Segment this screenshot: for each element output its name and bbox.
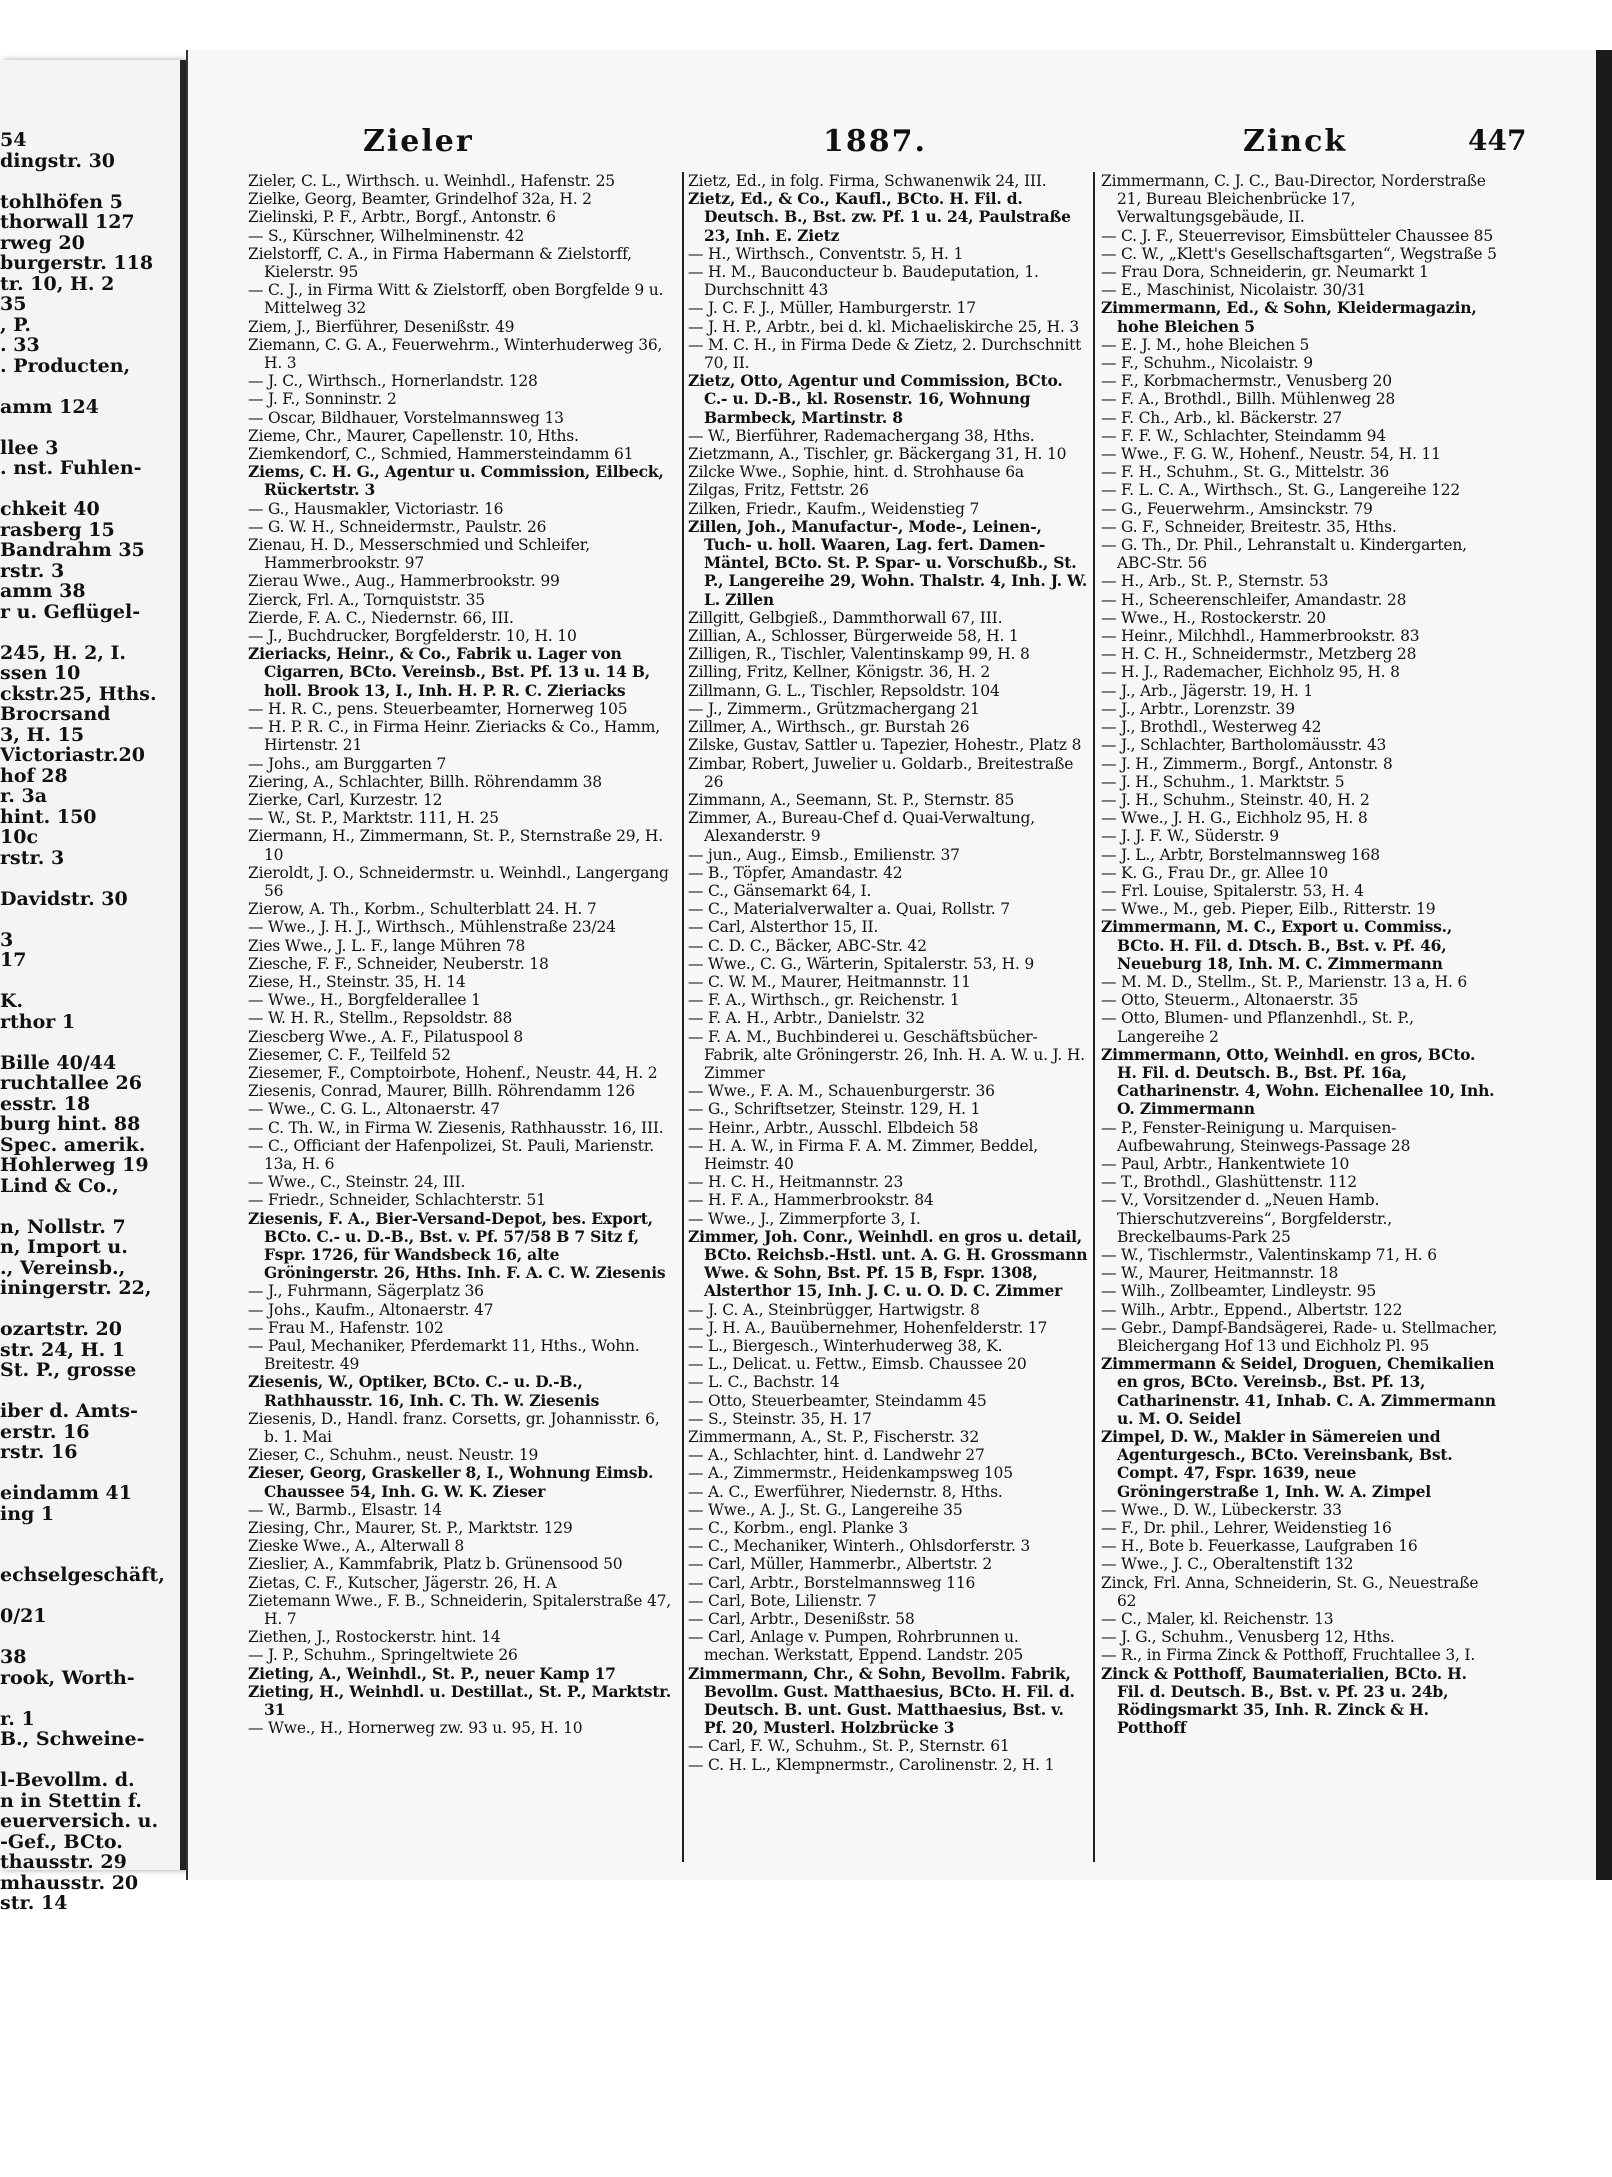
left-page-text-fragment: ozartstr. 20: [0, 1318, 122, 1340]
directory-entry: — Carl, Bote, Lilienstr. 7: [688, 1591, 877, 1610]
left-page-text-fragment: n, Nollstr. 7: [0, 1215, 126, 1238]
directory-entry: — Frau Dora, Schneiderin, gr. Neumarkt 1: [1101, 263, 1429, 282]
directory-entry: Zies Wwe., J. L. F., lange Mühren 78: [248, 936, 526, 955]
left-page-text-fragment: , P.: [0, 313, 31, 336]
directory-entry: Zilgas, Fritz, Fettstr. 26: [688, 481, 869, 500]
left-page-text-fragment: 3, H. 15: [0, 723, 85, 746]
directory-entry: Zietemann Wwe., F. B., Schneiderin, Spitalerstraße 47, H. 7: [248, 1591, 671, 1629]
left-page-text-fragment: ruchtallee 26: [0, 1072, 142, 1094]
left-page-text-fragment: echselgeschäft,: [0, 1564, 165, 1586]
directory-entry: Zieting, A., Weinhdl., St. P., neuer Kamp 17: [248, 1663, 616, 1683]
left-page-text-fragment: Bille 40/44: [0, 1051, 117, 1074]
directory-entry: — Carl, Alsterthor 15, II.: [688, 918, 879, 937]
directory-entry: Ziem, J., Bierführer, Desenißstr. 49: [248, 317, 515, 336]
directory-entry: Zierow, A. Th., Korbm., Schulterblatt 24. H. 7: [248, 900, 597, 919]
directory-entry: — W., Tischlermstr., Valentinskamp 71, H. 6: [1101, 1245, 1437, 1264]
directory-entry: — Johs., am Burggarten 7: [248, 754, 447, 773]
directory-entry: — Wwe., A. J., St. G., Langereihe 35: [688, 1500, 963, 1519]
directory-entry: Zillgitt, Gelbgieß., Dammthorwall 67, III.: [688, 608, 1003, 627]
directory-entry: — Oscar, Bildhauer, Vorstelmannsweg 13: [248, 408, 564, 427]
left-page-text-fragment: 10c: [0, 826, 39, 848]
directory-entry: Zimbar, Robert, Juwelier u. Goldarb., Breitestraße 26: [688, 754, 1074, 791]
directory-entry: — Wwe., H., Borgfelderallee 1: [248, 991, 481, 1010]
left-page-text-fragment: r. 1: [0, 1707, 35, 1730]
directory-entry: — Wilh., Arbtr., Eppend., Albertstr. 122: [1101, 1300, 1403, 1319]
left-page-text-fragment: ., Vereinsb.,: [0, 1256, 126, 1279]
left-page-text-fragment: euerversich. u.: [0, 1810, 159, 1832]
directory-entry: — Wwe., H., Hornerweg zw. 93 u. 95, H. 10: [248, 1719, 583, 1738]
directory-entry: — Johs., Kaufm., Altonaerstr. 47: [248, 1300, 494, 1319]
directory-page: [186, 50, 1612, 1880]
left-page-text-fragment: esstr. 18: [0, 1092, 91, 1115]
directory-entry: — J. H. A., Bauübernehmer, Hohenfelderstr. 17: [688, 1318, 1048, 1337]
directory-entry: Zieriacks, Heinr., & Co., Fabrik u. Lager von Cigarren, BCto. Vereinsb., Bst. Pf. 13 u. 14 B, holl. Brook 13, I., Inh. H. P. R. C. Zieriacks: [248, 644, 650, 700]
directory-entry: — V., Vorsitzender d. „Neuen Hamb. Thierschutzvereins“, Borgfelderstr., Breckelbaums-Park 25: [1101, 1191, 1393, 1246]
directory-entry: — E. J. M., hohe Bleichen 5: [1101, 335, 1310, 354]
directory-entry: Zielinski, P. F., Arbtr., Borgf., Antonstr. 6: [248, 208, 556, 227]
directory-entry: Ziemann, C. G. A., Feuerwehrm., Winterhuderweg 36, H. 3: [248, 335, 663, 373]
directory-entry: — J. C. F. J., Müller, Hamburgerstr. 17: [688, 299, 976, 318]
column-divider: [1093, 172, 1095, 1862]
directory-entry: Zielke, Georg, Beamter, Grindelhof 32a, H. 2: [248, 190, 592, 209]
directory-entry: Zillen, Joh., Manufactur-, Mode-, Leinen-, Tuch- u. holl. Waaren, Lag. fert. Damen-Mäntel, BCto. St. P. Spar- u. Vorschußb., St. P., Langereihe 29, Wohn. Thalstr. 4, Inh. J. W. L. Zillen: [688, 516, 1088, 609]
directory-entry: Zieser, C., Schuhm., neust. Neustr. 19: [248, 1446, 539, 1465]
directory-entry: — H., Bote b. Feuerkasse, Laufgraben 16: [1101, 1537, 1418, 1556]
directory-entry: Ziesemer, F., Comptoirbote, Hohenf., Neustr. 44, H. 2: [248, 1063, 658, 1082]
left-page-text-fragment: hof 28: [0, 764, 68, 787]
directory-entry: Ziesenis, Conrad, Maurer, Billh. Röhrendamm 126: [248, 1082, 635, 1101]
left-page-text-fragment: ing 1: [0, 1502, 55, 1525]
directory-entry: — Frl. Louise, Spitalerstr. 53, H. 4: [1101, 881, 1364, 900]
directory-entry: — Wwe., D. W., Lübeckerstr. 33: [1101, 1500, 1342, 1519]
directory-entry: — F., Dr. phil., Lehrer, Weidenstieg 16: [1101, 1519, 1392, 1538]
directory-entry: Zimmermann, A., St. P., Fischerstr. 32: [688, 1428, 979, 1447]
left-page-text-fragment: Hohlerweg 19: [0, 1154, 149, 1176]
directory-entry: — C., Mechaniker, Winterh., Ohlsdorferstr. 3: [688, 1537, 1031, 1556]
directory-entry: Zienau, H. D., Messerschmied und Schleifer, Hammerbrookstr. 97: [248, 536, 590, 573]
directory-entry: Zieslier, A., Kammfabrik, Platz b. Grünensood 50: [248, 1555, 623, 1574]
directory-entry: — H. R. C., pens. Steuerbeamter, Hornerweg 105: [248, 699, 628, 718]
directory-entry: — C., Materialverwalter a. Quai, Rollstr. 7: [688, 900, 1010, 919]
left-facing-page-edge: [0, 60, 186, 1914]
directory-entry: — F. A. M., Buchbinderei u. Geschäftsbücher-Fabrik, alte Gröningerstr. 26, Inh. H. A. W. u. J. H. Zimmer: [688, 1027, 1085, 1082]
directory-entry: — W., St. P., Marktstr. 111, H. 25: [248, 809, 499, 828]
directory-entry: — W., Bierführer, Rademachergang 38, Hths.: [688, 426, 1035, 445]
directory-entry: Zieme, Chr., Maurer, Capellenstr. 10, Hths.: [248, 426, 579, 445]
directory-entry: — F. H., Schuhm., St. G., Mittelstr. 36: [1101, 463, 1390, 482]
directory-entry: — H., Arb., St. P., Sternstr. 53: [1101, 572, 1329, 591]
directory-entry: Zimmermann, Otto, Weinhdl. en gros, BCto. H. Fil. d. Deutsch. B., Bst. Pf. 16a, Catharinenstr. 4, Wohn. Eichenallee 10, Inh. O. Zimmermann: [1101, 1044, 1495, 1119]
directory-entry: — F. Ch., Arb., kl. Bäckerstr. 27: [1101, 408, 1342, 427]
left-page-text-fragment: Victoriastr.20: [0, 744, 145, 766]
directory-entry: — P., Fenster-Reinigung u. Marquisen-Aufbewahrung, Steinwegs-Passage 28: [1101, 1118, 1411, 1155]
left-page-text-fragment: 245, H. 2, I.: [0, 641, 127, 664]
left-page-text-fragment: r u. Geflügel-: [0, 600, 141, 623]
directory-entry: Zillmer, A., Wirthsch., gr. Burstah 26: [688, 718, 970, 737]
left-page-text-fragment: Lind & Co.,: [0, 1174, 119, 1197]
directory-entry: — J., Brothdl., Westerweg 42: [1101, 718, 1322, 737]
directory-entry: — J. H., Schuhm., Steinstr. 40, H. 2: [1101, 790, 1370, 809]
left-page-text-fragment: Spec. amerik.: [0, 1133, 146, 1156]
directory-entry: — Wwe., C. G. L., Altonaerstr. 47: [248, 1100, 500, 1119]
directory-entry: — G. F., Schneider, Breitestr. 35, Hths.: [1101, 517, 1397, 536]
left-page-text-fragment: iningerstr. 22,: [0, 1277, 152, 1299]
directory-entry: — jun., Aug., Eimsb., Emilienstr. 37: [688, 845, 960, 864]
directory-entry: — W., Barmb., Elsastr. 14: [248, 1500, 442, 1519]
directory-entry: — J. H., Schuhm., 1. Marktstr. 5: [1101, 772, 1345, 791]
directory-entry: — Carl, Arbtr., Desenißstr. 58: [688, 1610, 915, 1629]
left-page-text-fragment: 0/21: [0, 1605, 47, 1627]
directory-entry: Zieting, H., Weinhdl. u. Destillat., St. P., Marktstr. 31: [248, 1681, 672, 1720]
directory-entry: — G., Hausmakler, Victoriastr. 16: [248, 499, 504, 518]
left-page-text-fragment: burgerstr. 118: [0, 252, 154, 274]
directory-entry: Zimmermann, C. J. C., Bau-Director, Norderstraße 21, Bureau Bleichenbrücke 17, Verwaltungsgebäude, II.: [1101, 172, 1486, 227]
directory-entry: Zinck & Potthoff, Baumaterialien, BCto. H. Fil. d. Deutsch. B., Bst. v. Pf. 23 u. 24b, Rödingsmarkt 35, Inh. R. Zinck & H. Potthoff: [1101, 1663, 1467, 1738]
directory-entry: — W. H. R., Stellm., Repsoldstr. 88: [248, 1009, 513, 1028]
left-page-text-fragment: n in Stettin f.: [0, 1789, 142, 1812]
left-page-text-fragment: thorwall 127: [0, 211, 135, 233]
directory-entry: — R., in Firma Zinck & Potthoff, Fruchtallee 3, I.: [1101, 1646, 1476, 1665]
directory-entry: — L. C., Bachstr. 14: [688, 1373, 840, 1392]
directory-entry: — J. C., Wirthsch., Hornerlandstr. 128: [248, 372, 538, 391]
directory-entry: Ziesemer, C. F., Teilfeld 52: [248, 1045, 451, 1064]
directory-entry: — J. P., Schuhm., Springeltwiete 26: [248, 1646, 518, 1665]
directory-entry: — B., Töpfer, Amandastr. 42: [688, 863, 903, 882]
left-page-text-fragment: tr. 10, H. 2: [0, 272, 115, 295]
directory-entry: Zietz, Otto, Agentur und Commission, BCto. C.- u. D.-B., kl. Rosenstr. 16, Wohnung Barmbeck, Martinstr. 8: [688, 371, 1063, 427]
directory-entry: — J. L., Arbtr, Borstelmannsweg 168: [1101, 845, 1380, 864]
directory-entry: Ziesing, Chr., Maurer, St. P., Marktstr. 129: [248, 1519, 573, 1538]
directory-entry: Ziering, A., Schlachter, Billh. Röhrendamm 38: [248, 772, 602, 791]
directory-entry: — Wwe., M., geb. Pieper, Eilb., Ritterstr. 19: [1101, 900, 1436, 919]
directory-entry: — Wwe., C., Steinstr. 24, III.: [248, 1173, 466, 1192]
directory-entry: — H. C. H., Schneidermstr., Metzberg 28: [1101, 645, 1417, 664]
left-page-text-fragment: ckstr.25, Hths.: [0, 682, 157, 705]
directory-entry: — Wwe., F. A. M., Schauenburgerstr. 36: [688, 1082, 995, 1101]
directory-entry: Zimmermann, M. C., Export u. Commiss., BCto. H. Fil. d. Dtsch. B., Bst. v. Pf. 46, Neueburg 18, Inh. M. C. Zimmermann: [1101, 917, 1453, 973]
left-page-text-fragment: rasberg 15: [0, 518, 115, 541]
directory-entry: — H. A. W., in Firma F. A. M. Zimmer, Beddel, Heimstr. 40: [688, 1136, 1038, 1173]
directory-entry: — Frau M., Hafenstr. 102: [248, 1318, 444, 1337]
directory-entry: — C., Maler, kl. Reichenstr. 13: [1101, 1610, 1334, 1629]
left-page-text-fragment: rstr. 3: [0, 846, 65, 869]
column-divider: [682, 172, 684, 1862]
directory-entry: — F. A., Wirthsch., gr. Reichenstr. 1: [688, 991, 960, 1010]
directory-entry: — J. F., Sonninstr. 2: [248, 390, 397, 409]
directory-entry: Zieser, Georg, Graskeller 8, I., Wohnung Eimsb. Chaussee 54, Inh. G. W. K. Zieser: [248, 1463, 654, 1501]
directory-entry: Ziesenis, F. A., Bier-Versand-Depot, bes. Export, BCto. C.- u. D.-B., Bst. v. Pf. 57/58 B 7 Sitz f, Fspr. 1726, für Wandsbeck 16, alte Gröningerstr. 26, Hths. Inh. F. A. C. W. Ziesenis: [248, 1208, 666, 1283]
left-page-text-fragment: rweg 20: [0, 231, 85, 254]
directory-entry: Ziesenis, W., Optiker, BCto. C.- u. D.-B., Rathhausstr. 16, Inh. C. Th. W. Ziesenis: [248, 1372, 600, 1410]
directory-entry: — G., Schriftsetzer, Steinstr. 129, H. 1: [688, 1100, 981, 1119]
directory-entry: Zieske Wwe., A., Alterwall 8: [248, 1537, 465, 1556]
directory-entry: Ziermann, H., Zimmermann, St. P., Sternstraße 29, H. 10: [248, 827, 663, 864]
left-page-text-fragment: K.: [0, 990, 24, 1012]
header-year: 1887.: [823, 124, 927, 159]
directory-entry: Zietz, Ed., & Co., Kaufl., BCto. H. Fil. d. Deutsch. B., Bst. zw. Pf. 1 u. 24, Paulstraße 23, Inh. E. Zietz: [688, 189, 1071, 245]
left-page-text-fragment: thausstr. 29: [0, 1851, 127, 1873]
directory-entry: — C. J., in Firma Witt & Zielstorff, oben Borgfelde 9 u. Mittelweg 32: [248, 281, 664, 318]
directory-entry: Zietas, C. F., Kutscher, Jägerstr. 26, H. A: [248, 1573, 557, 1592]
directory-entry: Zilken, Friedr., Kaufm., Weidenstieg 7: [688, 499, 980, 518]
directory-entry: — H., Scheerenschleifer, Amandastr. 28: [1101, 590, 1407, 609]
directory-entry: Zinck, Frl. Anna, Schneiderin, St. G., Neuestraße 62: [1101, 1573, 1479, 1610]
directory-entry: — Paul, Mechaniker, Pferdemarkt 11, Hths., Wohn. Breitestr. 49: [248, 1337, 640, 1374]
left-page-text-fragment: ssen 10: [0, 662, 81, 684]
left-page-text-fragment: amm 124: [0, 395, 99, 418]
left-page-text-fragment: llee 3: [0, 436, 59, 459]
directory-entry: — C., Officiant der Hafenpolizei, St. Pauli, Marienstr. 13a, H. 6: [248, 1136, 654, 1173]
directory-entry: — F. A. H., Arbtr., Danielstr. 32: [688, 1009, 925, 1028]
left-page-text-fragment: eindamm 41: [0, 1482, 132, 1504]
directory-entry: Zietz, Ed., in folg. Firma, Schwanenwik 24, III.: [688, 172, 1047, 190]
directory-entry: Zilcke Wwe., Sophie, hint. d. Strohhause 6a: [688, 463, 1024, 482]
directory-entry: — F. F. W., Schlachter, Steindamm 94: [1101, 426, 1386, 445]
left-page-text-fragment: St. P., grosse: [0, 1359, 137, 1381]
directory-entry: — G. Th., Dr. Phil., Lehranstalt u. Kindergarten, ABC-Str. 56: [1101, 536, 1467, 573]
directory-entry: — J. C. A., Steinbrügger, Hartwigstr. 8: [688, 1300, 980, 1319]
directory-entry: — L., Biergesch., Winterhuderweg 38, K.: [688, 1337, 1003, 1355]
directory-entry: Ziescberg Wwe., A. F., Pilatuspool 8: [248, 1027, 524, 1046]
directory-entry: — Paul, Arbtr., Hankentwiete 10: [1101, 1154, 1350, 1173]
left-page-text-fragment: B., Schweine-: [0, 1728, 145, 1750]
directory-entry: — Carl, Anlage v. Pumpen, Rohrbrunnen u. mechan. Werkstatt, Eppend. Landstr. 205: [688, 1628, 1024, 1665]
left-page-text-fragment: erstr. 16: [0, 1420, 90, 1443]
directory-entry: — J., Zimmerm., Grützmachergang 21: [688, 699, 980, 718]
left-page-text-fragment: 35: [0, 293, 27, 315]
directory-entry: — Friedr., Schneider, Schlachterstr. 51: [248, 1191, 546, 1210]
left-page-text-fragment: Davidstr. 30: [0, 887, 128, 910]
left-page-text-fragment: . nst. Fuhlen-: [0, 457, 142, 479]
left-page-text-fragment: 17: [0, 949, 27, 971]
directory-entry: Zietzmann, A., Tischler, gr. Bäckergang 31, H. 10: [688, 445, 1067, 464]
directory-entry: Zierke, Carl, Kurzestr. 12: [248, 790, 443, 809]
directory-entry: — Otto, Blumen- und Pflanzenhdl., St. P., Langereihe 2: [1101, 1009, 1414, 1046]
directory-entry: — S., Steinstr. 35, H. 17: [688, 1409, 872, 1428]
directory-entry: — A., Schlachter, hint. d. Landwehr 27: [688, 1446, 985, 1465]
directory-entry: — C., Korbm., engl. Planke 3: [688, 1519, 909, 1538]
directory-entry: — J., Fuhrmann, Sägerplatz 36: [248, 1282, 484, 1301]
directory-entry: Zierck, Frl. A., Tornquiststr. 35: [248, 590, 485, 609]
left-page-text-fragment: rook, Worth-: [0, 1666, 135, 1689]
left-page-text-fragment: mhausstr. 20: [0, 1871, 139, 1894]
directory-entry: Zielstorff, C. A., in Firma Habermann & Zielstorff, Kielerstr. 95: [248, 244, 632, 282]
left-page-text-fragment: chkeit 40: [0, 498, 100, 520]
directory-entry: — J., Arbtr., Lorenzstr. 39: [1101, 699, 1295, 718]
directory-entry: — G. W. H., Schneidermstr., Paulstr. 26: [248, 517, 547, 536]
directory-entry: Zieler, C. L., Wirthsch. u. Weinhdl., Hafenstr. 25: [248, 172, 615, 190]
left-page-text-fragment: dingstr. 30: [0, 149, 116, 172]
directory-entry: — Wwe., J., Zimmerpforte 3, I.: [688, 1209, 921, 1228]
left-page-text-fragment: burg hint. 88: [0, 1113, 141, 1135]
directory-entry: — A., Zimmermstr., Heidenkampsweg 105: [688, 1464, 1013, 1483]
directory-entry: — Wwe., J. H. J., Wirthsch., Mühlenstraße 23/24: [248, 918, 616, 937]
directory-entry: Ziesche, F. F., Schneider, Neuberstr. 18: [248, 954, 549, 973]
directory-entry: — Wilh., Zollbeamter, Lindleystr. 95: [1101, 1282, 1377, 1301]
directory-entry: — K. G., Frau Dr., gr. Allee 10: [1101, 863, 1329, 882]
left-page-text-fragment: hint. 150: [0, 805, 97, 828]
page-number: 447: [1468, 124, 1527, 157]
left-page-text-fragment: . Producten,: [0, 354, 131, 377]
directory-entry: — Otto, Steuerbeamter, Steindamm 45: [688, 1391, 987, 1410]
directory-entry: Zimmann, A., Seemann, St. P., Sternstr. 85: [688, 790, 1015, 809]
directory-entry: — J., Schlachter, Bartholomäusstr. 43: [1101, 736, 1387, 755]
left-page-text-fragment: iber d. Amts-: [0, 1400, 138, 1422]
directory-entry: — Wwe., C. G., Wärterin, Spitalerstr. 53, H. 9: [688, 954, 1035, 973]
left-page-text-fragment: 38: [0, 1646, 27, 1668]
directory-entry: — M. M. D., Stellm., St. P., Marienstr. 13 a, H. 6: [1101, 972, 1468, 991]
directory-entry: Zierau Wwe., Aug., Hammerbrookstr. 99: [248, 572, 560, 591]
directory-entry: — Wwe., F. G. W., Hohenf., Neustr. 54, H. 11: [1101, 445, 1441, 464]
directory-entry: Zilske, Gustav, Sattler u. Tapezier, Hohestr., Platz 8: [688, 736, 1082, 755]
directory-entry: Ziethen, J., Rostockerstr. hint. 14: [248, 1628, 501, 1647]
directory-entry: — H. C. H., Heitmannstr. 23: [688, 1173, 904, 1192]
directory-entry: Ziesenis, D., Handl. franz. Corsetts, gr. Johannisstr. 6, b. 1. Mai: [248, 1409, 660, 1447]
directory-entry: — C. J. F., Steuerrevisor, Eimsbütteler Chaussee 85: [1101, 226, 1493, 245]
directory-entry: — H. F. A., Hammerbrookstr. 84: [688, 1191, 934, 1210]
directory-entry: — Carl, Arbtr., Borstelmannsweg 116: [688, 1573, 976, 1592]
left-page-text-fragment: -Gef., BCto.: [0, 1830, 123, 1853]
directory-entry: — C. Th. W., in Firma W. Ziesenis, Rathhausstr. 16, III.: [248, 1118, 664, 1137]
directory-entry: Zimmermann, Chr., & Sohn, Bevollm. Fabrik, Bevollm. Gust. Matthaesius, BCto. H. Fil. d. Deutsch. B. unt. Gust. Matthaesius, Bst. v. Pf. 20, Musterl. Holzbrücke 3: [688, 1663, 1075, 1738]
left-page-text-fragment: . 33: [0, 334, 40, 356]
directory-entry: Zilling, Fritz, Kellner, Königstr. 36, H. 2: [688, 663, 991, 682]
left-page-text-fragment: str. 14: [0, 1892, 68, 1914]
left-page-text-fragment: Brocrsand: [0, 703, 111, 725]
directory-entry: Zillmann, G. L., Tischler, Repsoldstr. 104: [688, 681, 1000, 700]
directory-entry: Zilligen, R., Tischler, Valentinskamp 99, H. 8: [688, 645, 1030, 664]
directory-entry: — J. J. F. W., Süderstr. 9: [1101, 827, 1279, 846]
left-page-text-fragment: rthor 1: [0, 1010, 76, 1033]
left-page-text-fragment: r. 3a: [0, 785, 48, 807]
directory-entry: — F. A., Brothdl., Billh. Mühlenweg 28: [1101, 390, 1396, 409]
directory-entry: — H. M., Bauconducteur b. Baudeputation, 1. Durchschnitt 43: [688, 263, 1039, 300]
directory-entry: — C. D. C., Bäcker, ABC-Str. 42: [688, 936, 927, 955]
directory-entry: — E., Maschinist, Nicolaistr. 30/31: [1101, 281, 1367, 300]
left-page-text-fragment: str. 24, H. 1: [0, 1338, 126, 1361]
directory-entry: — Gebr., Dampf-Bandsägerei, Rade- u. Stellmacher, Bleichergang Hof 13 und Eichholz Pl. 95: [1101, 1318, 1498, 1355]
directory-entry: — J. G., Schuhm., Venusberg 12, Hths.: [1101, 1628, 1395, 1647]
directory-entry: — Wwe., J. C., Oberaltenstift 132: [1101, 1555, 1354, 1574]
directory-entry: Zimpel, D. W., Makler in Sämereien und Agenturgesch., BCto. Vereinsbank, Bst. Compt. 47, Fspr. 1639, neue Gröningerstraße 1, Inh. W. A. Zimpel: [1101, 1427, 1453, 1501]
left-page-text-fragment: Bandrahm 35: [0, 539, 145, 561]
directory-column-2: [688, 172, 1088, 1872]
directory-entry: Ziems, C. H. G., Agentur u. Commission, Eilbeck, Rückertstr. 3: [248, 462, 664, 500]
directory-entry: — M. C. H., in Firma Dede & Zietz, 2. Durchschnitt 70, II.: [688, 335, 1082, 373]
left-page-text-fragment: l-Bevollm. d.: [0, 1769, 135, 1791]
directory-entry: — F., Korbmachermstr., Venusberg 20: [1101, 372, 1392, 391]
directory-entry: — J. H., Zimmerm., Borgf., Antonstr. 8: [1101, 754, 1393, 773]
directory-entry: — C. W., „Klett's Gesellschaftsgarten“, Wegstraße 5: [1101, 244, 1497, 263]
directory-entry: — W., Maurer, Heitmannstr. 18: [1101, 1264, 1339, 1283]
directory-entry: — C., Gänsemarkt 64, I.: [688, 881, 872, 900]
directory-entry: — L., Delicat. u. Fettw., Eimsb. Chaussee 20: [688, 1355, 1027, 1374]
directory-entry: Zieroldt, J. O., Schneidermstr. u. Weinhdl., Langergang 56: [248, 863, 669, 900]
directory-entry: — F. L. C. A., Wirthsch., St. G., Langereihe 122: [1101, 481, 1461, 500]
directory-entry: — T., Brothdl., Glashüttenstr. 112: [1101, 1173, 1357, 1192]
directory-entry: Ziemkendorf, C., Schmied, Hammersteindamm 61: [248, 445, 634, 464]
directory-entry: Zimmermann, Ed., & Sohn, Kleidermagazin, hohe Bleichen 5: [1101, 298, 1477, 336]
directory-entry: — J., Buchdrucker, Borgfelderstr. 10, H. 10: [248, 627, 577, 646]
directory-entry: — Wwe., H., Rostockerstr. 20: [1101, 608, 1326, 627]
directory-entry: — C. H. L., Klempnermstr., Carolinenstr. 2, H. 1: [688, 1755, 1055, 1774]
directory-entry: — Otto, Steuerm., Altonaerstr. 35: [1101, 991, 1359, 1010]
directory-entry: — A. C., Ewerführer, Niedernstr. 8, Hths.: [688, 1482, 1003, 1501]
directory-entry: — J. H. P., Arbtr., bei d. kl. Michaeliskirche 25, H. 3: [688, 317, 1080, 336]
directory-entry: — H. P. R. C., in Firma Heinr. Zieriacks & Co., Hamm, Hirtenstr. 21: [248, 718, 660, 755]
left-page-text-fragment: 54: [0, 129, 27, 151]
directory-entry: — J., Arb., Jägerstr. 19, H. 1: [1101, 681, 1314, 700]
directory-entry: Zimmer, Joh. Conr., Weinhdl. en gros u. detail, BCto. Reichsb.-Hstl. unt. A. G. H. Grossmann Wwe. & Sohn, Bst. Pf. 15 B, Fspr. 1308, Alsterthor 15, Inh. J. C. u. O. D. C. Zimmer: [688, 1226, 1088, 1301]
directory-entry: — S., Kürschner, Wilhelminenstr. 42: [248, 226, 525, 245]
left-page-text-fragment: 3: [0, 928, 14, 951]
directory-entry: — Heinr., Milchhdl., Hammerbrookstr. 83: [1101, 627, 1420, 646]
directory-entry: — C. W. M., Maurer, Heitmannstr. 11: [688, 972, 971, 991]
directory-entry: Zierde, F. A. C., Niedernstr. 66, III.: [248, 608, 514, 627]
directory-entry: — H. J., Rademacher, Eichholz 95, H. 8: [1101, 663, 1400, 682]
directory-entry: Ziese, H., Steinstr. 35, H. 14: [248, 972, 466, 991]
header-right-catchword: Zinck: [1243, 124, 1348, 159]
directory-entry: — Wwe., J. H. G., Eichholz 95, H. 8: [1101, 809, 1368, 828]
header-left-catchword: Zieler: [363, 124, 474, 159]
page-header: [238, 124, 1566, 164]
left-page-text-fragment: rstr. 3: [0, 559, 65, 582]
directory-entry: Zimmermann & Seidel, Droguen, Chemikalien en gros, BCto. Vereinsb., Bst. Pf. 13, Catharinenstr. 41, Inhab. C. A. Zimmermann u. M. O. Seidel: [1101, 1354, 1496, 1428]
directory-column-3: [1101, 172, 1499, 1872]
directory-entry: — H., Wirthsch., Conventstr. 5, H. 1: [688, 244, 964, 263]
left-page-text-fragment: n, Import u.: [0, 1236, 128, 1258]
directory-entry: — G., Feuerwehrm., Amsinckstr. 79: [1101, 499, 1373, 518]
directory-column-1: [248, 172, 678, 1872]
directory-entry: Zillian, A., Schlosser, Bürgerweide 58, H. 1: [688, 627, 1019, 646]
left-page-text-fragment: amm 38: [0, 580, 86, 602]
left-page-text-fragment: rstr. 16: [0, 1441, 78, 1463]
directory-entry: — Carl, Müller, Hammerbr., Albertstr. 2: [688, 1555, 993, 1574]
directory-entry: Zimmer, A., Bureau-Chef d. Quai-Verwaltung, Alexanderstr. 9: [688, 809, 1035, 846]
directory-entry: — Carl, F. W., Schuhm., St. P., Sternstr. 61: [688, 1737, 1010, 1756]
left-page-text-fragment: tohlhöfen 5: [0, 190, 123, 213]
directory-entry: — F., Schuhm., Nicolaistr. 9: [1101, 354, 1313, 373]
directory-entry: — Heinr., Arbtr., Ausschl. Elbdeich 58: [688, 1118, 979, 1137]
